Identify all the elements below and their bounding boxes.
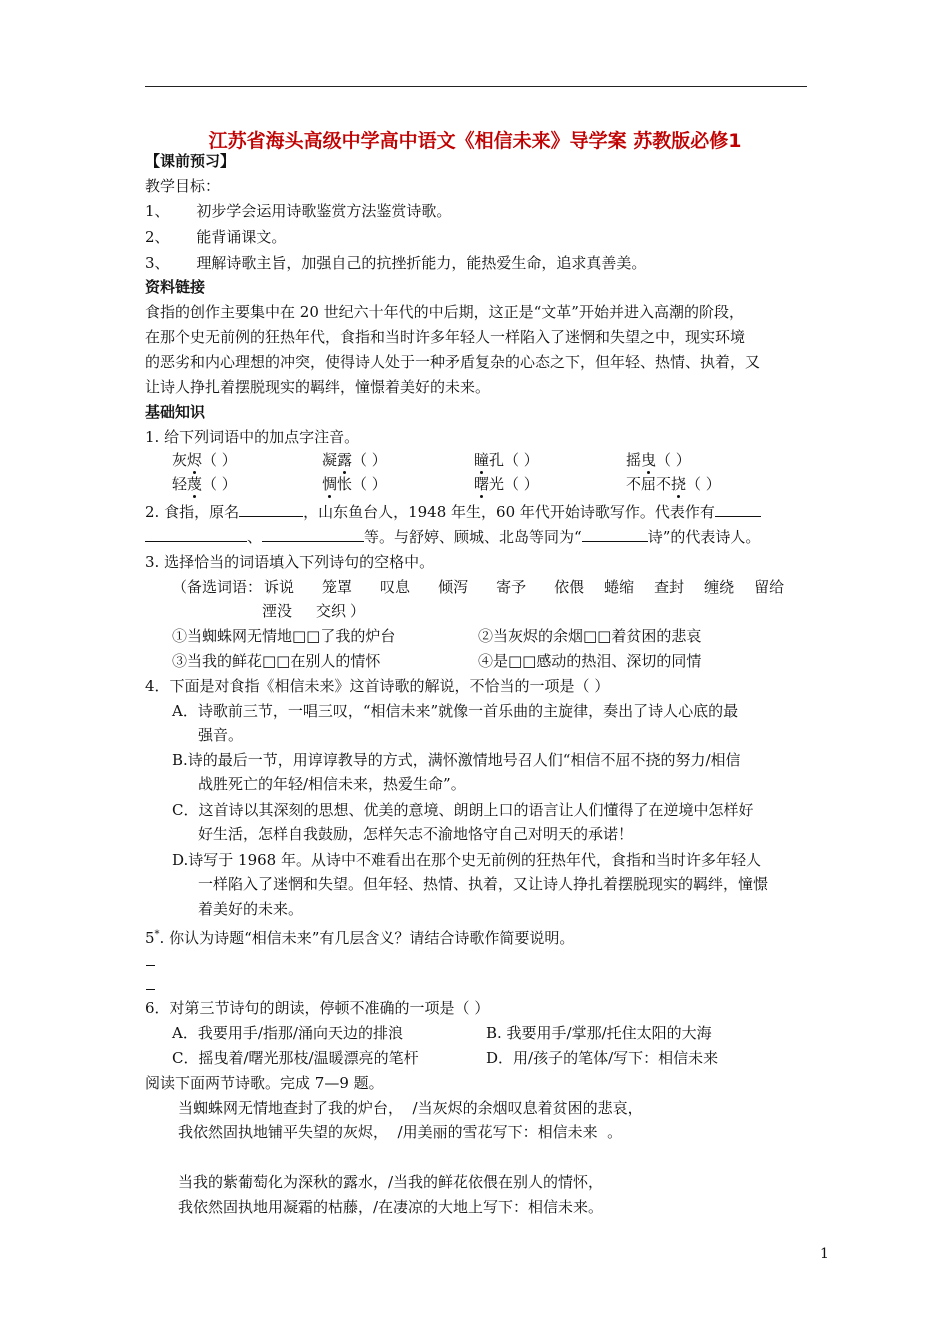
pinyin-item: 惆怅（ ） (322, 475, 387, 493)
pinyin-item: 灰烬（ ） (172, 451, 237, 469)
fill-item: ③当我的鲜花□□在别人的情怀 (172, 652, 381, 670)
dotted-char: 烬 (187, 451, 203, 469)
dotted-char: 惆 (322, 475, 338, 493)
option-c-line: C．这首诗以其深刻的思想、优美的意境、朗朗上口的语言让人们懂得了在逆境中怎样好 (172, 801, 754, 819)
pinyin-item: 轻蔑（ ） (172, 475, 237, 493)
option-d: D．用/孩子的笔体/写下：相信未来 (486, 1049, 719, 1067)
section-heading-resources: 资料链接 (145, 278, 206, 296)
answer-blank[interactable] (239, 502, 303, 517)
option-c: C．摇曳着/曙光那枝/温暖漂亮的笔杆 (172, 1049, 419, 1067)
question-4-prompt: 4．下面是对食指《相信未来》这首诗歌的解说，不恰当的一项是（ ） (145, 677, 610, 695)
dotted-char: 瞳 (474, 451, 490, 469)
poem-line: 当蜘蛛网无情地查封了我的炉台， /当灰烬的余烟叹息着贫困的悲哀， (178, 1099, 643, 1117)
goal-number: 3、 (145, 254, 170, 272)
poem-line: 我依然固执地用凝霜的枯藤，/在凄凉的大地上写下：相信未来。 (178, 1198, 604, 1216)
option-a-line: A．诗歌前三节，一唱三叹，“相信未来”就像一首乐曲的主旋律，奏出了诗人心底的最 (172, 702, 739, 720)
word-bank: （备选词语： 诉说 笼罩 叹息 倾泻 寄予 依偎 蜷缩 查封 缠绕 留给 (172, 578, 785, 596)
section-heading-basics: 基础知识 (145, 403, 206, 421)
option-d-line: D.诗写于 1968 年。从诗中不难看出在那个史无前例的狂热年代，食指和当时许多年轻人 (172, 851, 761, 869)
option-a-line: 强音。 (198, 726, 244, 744)
question-3-prompt: 3. 选择恰当的词语填入下列诗句的空格中。 (145, 553, 435, 571)
poem-line: 我依然固执地铺平失望的灰烬， /用美丽的雪花写下：相信未来 。 (178, 1123, 623, 1141)
reading-prompt: 阅读下面两节诗歌。完成 7—9 题。 (145, 1074, 384, 1092)
dotted-char: 曙 (474, 475, 490, 493)
question-5: 5*. 你认为诗题“相信未来”有几层含义？请结合诗歌作简要说明。 (145, 929, 575, 947)
fill-item: ①当蜘蛛网无情地□□了我的炉台 (172, 627, 396, 645)
dotted-char: 曳 (641, 451, 657, 469)
document-title: 江苏省海头高级中学高中语文《相信未来》导学案 苏教版必修1 (208, 130, 742, 152)
page-number: 1 (820, 1246, 829, 1262)
answer-blank[interactable] (145, 527, 247, 542)
goal-item (145, 227, 286, 247)
pinyin-item: 凝露（ ） (322, 451, 387, 469)
option-d-line: 一样陷入了迷惘和失望。但年轻、热情、执着，又让诗人挣扎着摆脱现实的羁绊，憧憬 (198, 875, 769, 893)
option-b-line: B.诗的最后一节，用谆谆教导的方式，满怀激情地号召人们“相信不屈不挠的努力/相信 (172, 751, 741, 769)
answer-blank[interactable] (582, 527, 648, 542)
option-a: A．我要用手/指那/涌向天边的排浪 (172, 1024, 403, 1042)
header-rule (145, 86, 807, 87)
answer-blank[interactable] (262, 527, 364, 542)
goal-text: 能背诵课文。 (196, 228, 287, 246)
paragraph-line: 食指的创作主要集中在 20 世纪六十年代的中后期，这正是“文革”开始并进入高潮的阶段， (145, 303, 744, 321)
goal-item (145, 253, 646, 273)
dotted-char: 挠 (671, 475, 687, 493)
goal-text: 理解诗歌主旨，加强自己的抗挫折能力，能热爱生命，追求真善美。 (196, 254, 647, 272)
goals-label: 教学目标： (145, 177, 221, 195)
option-b-line: 战胜死亡的年轻/相信未来，热爱生命”。 (198, 775, 466, 793)
dotted-char: 露 (337, 451, 353, 469)
dotted-char: 蔑 (187, 475, 203, 493)
goal-item (145, 201, 451, 221)
option-c-line: 好生活，怎样自我鼓励，怎样矢志不渝地恪守自己对明天的承诺！ (198, 825, 634, 843)
word-bank-continued: 湮没 交织 ） (262, 602, 366, 620)
option-b: B. 我要用手/掌那/托住太阳的大海 (486, 1024, 712, 1042)
pinyin-item: 不屈不挠（ ） (626, 475, 721, 493)
goal-number: 2、 (145, 228, 170, 246)
question-1-prompt: 1. 给下列词语中的加点字注音。 (145, 428, 360, 446)
pinyin-item: 瞳孔（ ） (474, 451, 539, 469)
pinyin-item: 曙光（ ） (474, 475, 539, 493)
goal-text: 初步学会运用诗歌鉴赏方法鉴赏诗歌。 (196, 202, 452, 220)
pinyin-item: 摇曳（ ） (626, 451, 691, 469)
question-6-prompt: 6．对第三节诗句的朗读，停顿不准确的一项是（ ） (145, 999, 490, 1017)
fill-item: ②当灰烬的余烟□□着贫困的悲哀 (478, 627, 702, 645)
fill-item: ④是□□感动的热泪、深切的同情 (478, 652, 702, 670)
paragraph-line: 的恶劣和内心理想的冲突，使得诗人处于一种矛盾复杂的心态之下，但年轻、热情、执着，又 (145, 353, 761, 371)
option-d-line: 着美好的未来。 (198, 900, 304, 918)
poem-line: 当我的紫葡萄化为深秋的露水，/当我的鲜花依偎在别人的情怀， (178, 1173, 604, 1191)
goal-number: 1、 (145, 202, 170, 220)
question-2-line-2: 、 等。与舒婷、顾城、北岛等同为“ 诗”的代表诗人。 (145, 527, 760, 547)
section-heading-preview: 【课前预习】 (145, 152, 236, 170)
paragraph-line: 在那个史无前例的狂热年代，食指和当时许多年轻人一样陷入了迷惘和失望之中，现实环境 (145, 328, 746, 346)
paragraph-line: 让诗人挣扎着摆脱现实的羁绊，憧憬着美好的未来。 (145, 378, 491, 396)
answer-line[interactable] (146, 989, 155, 990)
question-2-line-1: 2. 食指，原名 ，山东鱼台人，1948 年生，60 年代开始诗歌写作。代表作有 (145, 502, 761, 522)
answer-blank[interactable] (715, 502, 761, 517)
answer-line[interactable] (146, 965, 155, 966)
